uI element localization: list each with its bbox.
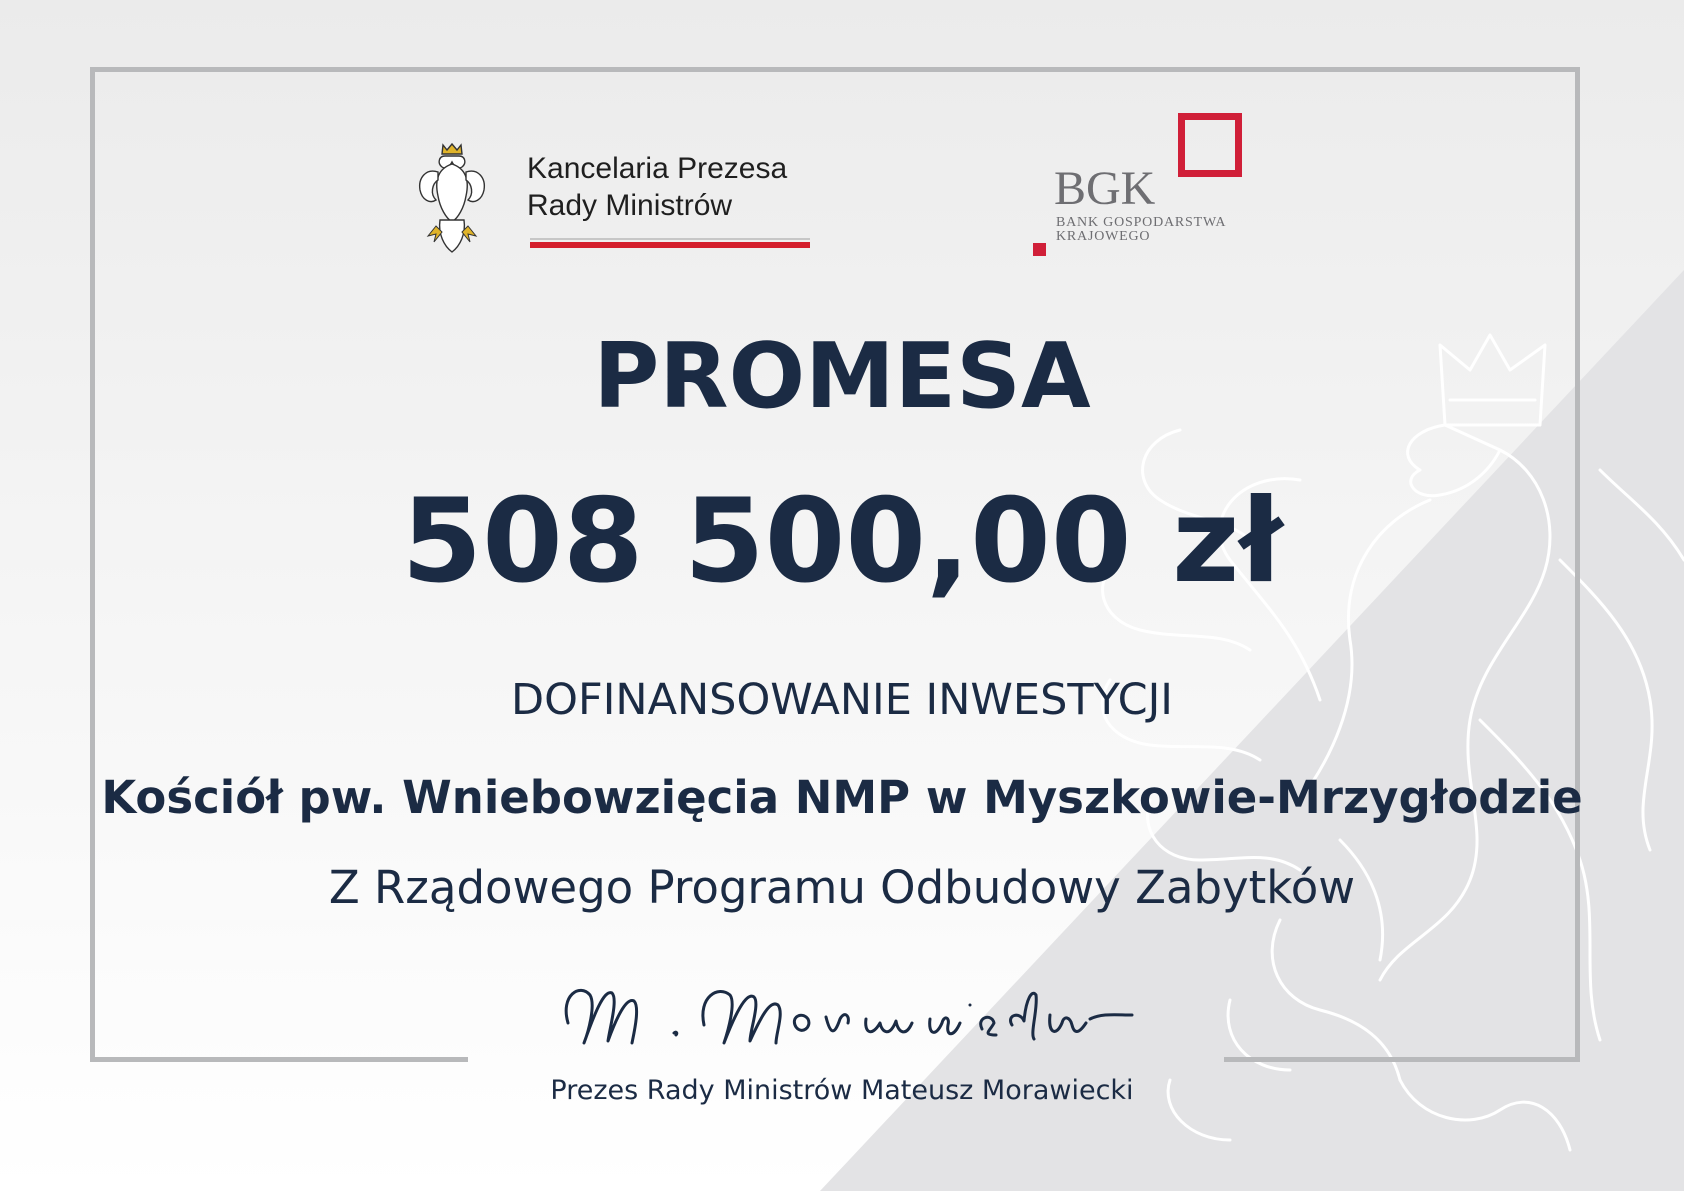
grant-subtitle: DOFINANSOWANIE INWESTYCJI [511,675,1173,725]
bgk-square-icon [1178,113,1242,177]
kprm-red-rule [530,242,810,248]
kprm-name [527,150,787,224]
handwritten-signature [550,975,1140,1055]
project-name: Kościół pw. Wniebowzięcia NMP w Myszkowie-Mrzygłodzie [101,771,1583,824]
document-title: PROMESA [593,324,1091,429]
program-name: Z Rządowego Programu Odbudowy Zabytków [328,861,1356,914]
bgk-letters: BGK [1054,162,1156,215]
frame-bottom-right-border [1224,1057,1580,1062]
bgk-name-line2: KRAJOWEGO [1056,229,1151,244]
frame-top-border [90,67,1580,72]
signatory-name: Prezes Rady Ministrów Mateusz Morawiecki [550,1075,1134,1106]
kprm-logo [416,138,816,253]
kprm-grey-rule [530,238,810,240]
grant-amount: 508 500,00 zł [401,474,1283,609]
bgk-name-line1: BANK GOSPODARSTWA [1056,215,1227,230]
bgk-small-square-icon [1033,243,1046,256]
kprm-name-line1: Kancelaria Prezesa [527,152,788,185]
polish-eagle-icon [416,142,488,254]
bgk-full-name [1056,216,1256,244]
kprm-name-line2: Rady Ministrów [527,189,733,222]
frame-bottom-left-border [90,1057,468,1062]
bgk-logo [1030,110,1250,260]
